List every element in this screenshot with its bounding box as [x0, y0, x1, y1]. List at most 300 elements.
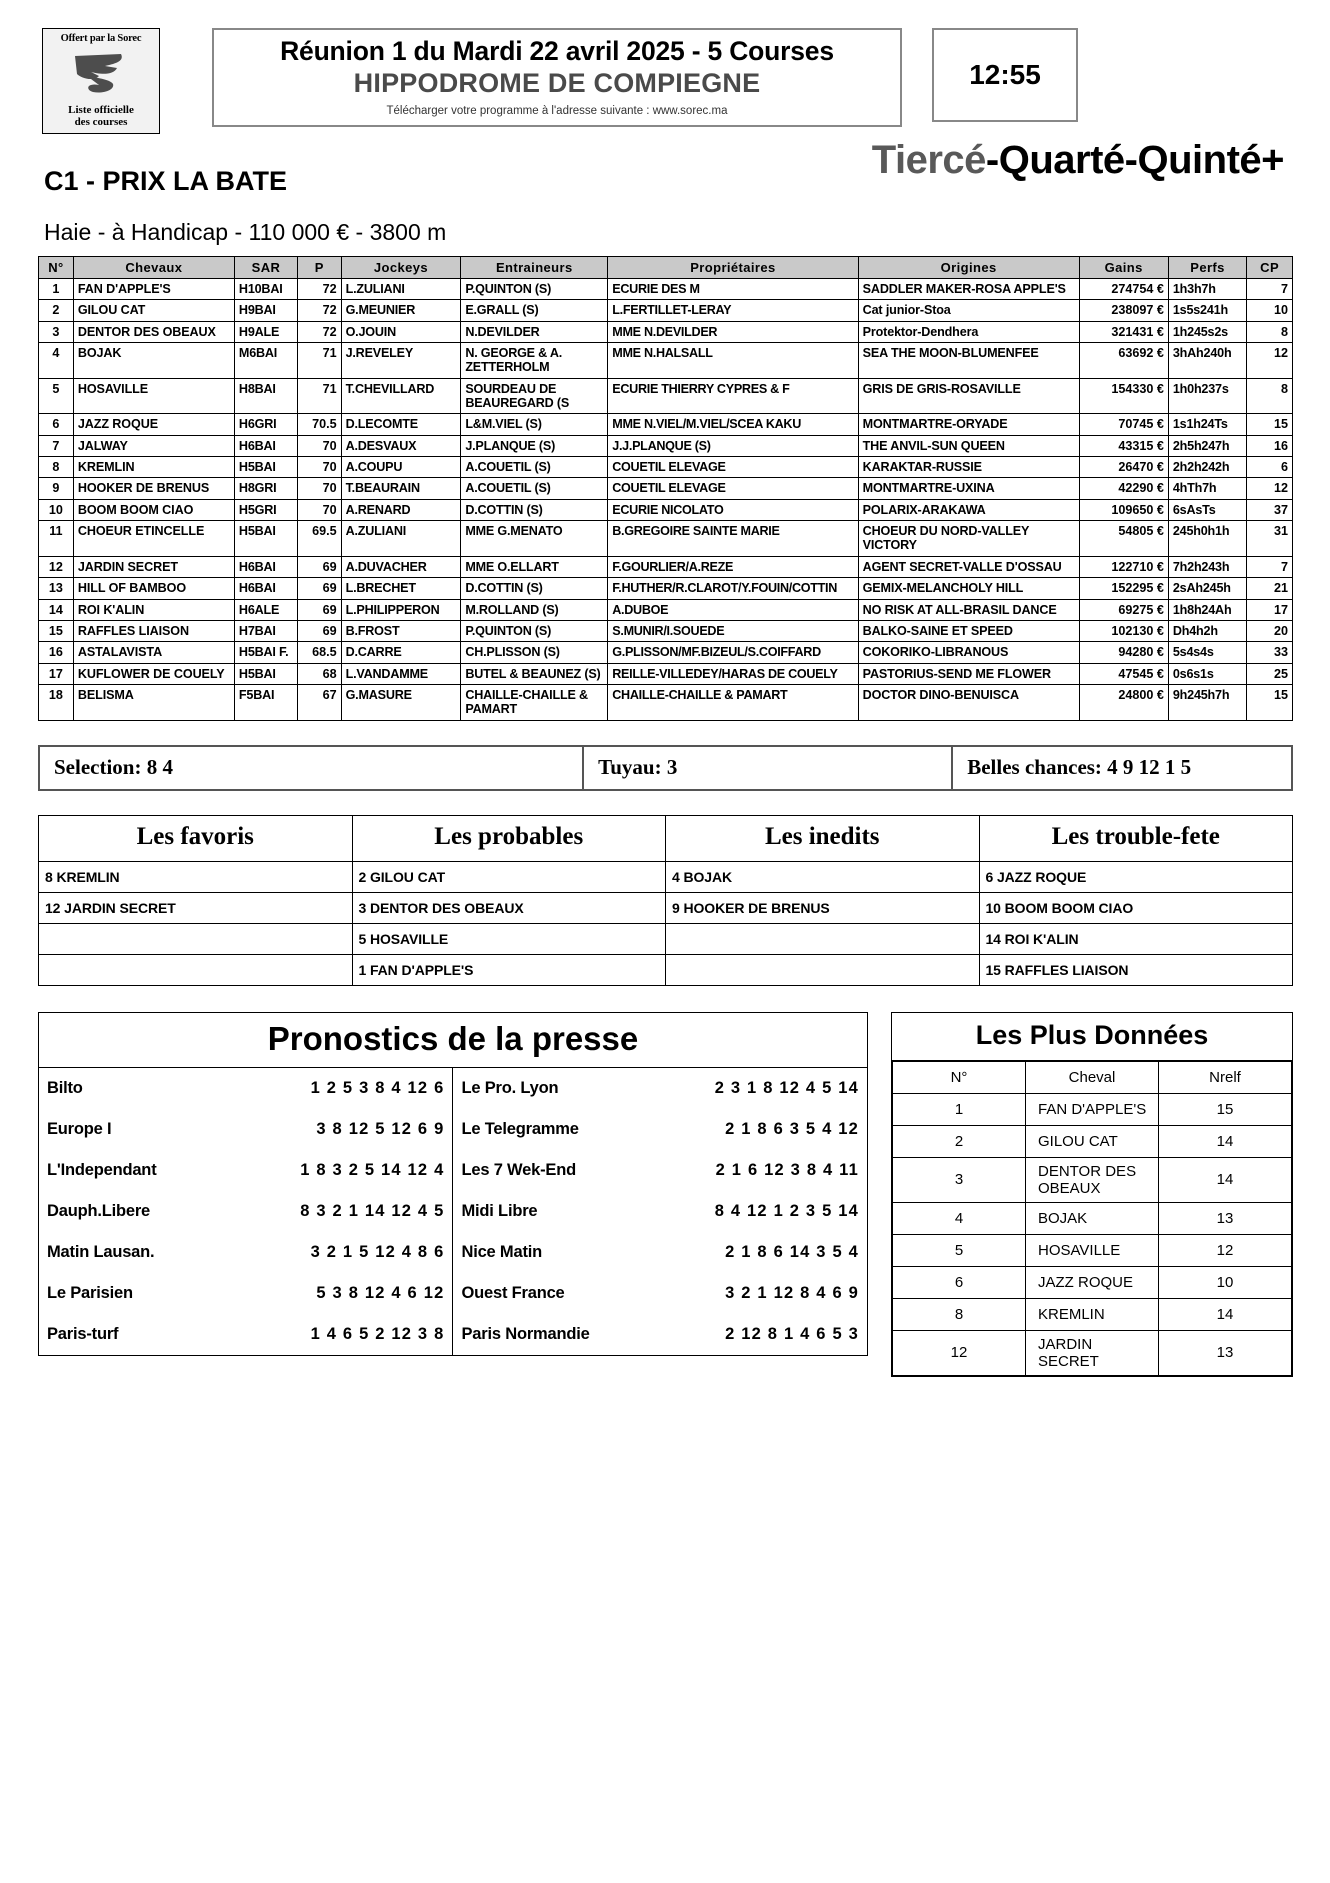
most-played-panel: [891, 1012, 1293, 1377]
runner-trainer: N.DEVILDER: [461, 321, 608, 342]
press-source-picks: 3 8 12 5 12 6 9: [316, 1119, 445, 1138]
runner-trainer: P.QUINTON (S): [461, 620, 608, 641]
press-source-picks: 1 4 6 5 2 12 3 8: [310, 1324, 445, 1343]
runner-trainer: SOURDEAU DE BEAUREGARD (S: [461, 378, 608, 414]
runner-origin: COKORIKO-LIBRANOUS: [858, 642, 1079, 663]
runner-gains: 321431 €: [1079, 321, 1168, 342]
runner-perfs: 1s1h24Ts: [1168, 414, 1246, 435]
runner-owner: S.MUNIR/I.SOUEDE: [608, 620, 858, 641]
runner-gains: 274754 €: [1079, 279, 1168, 300]
runner-owner: MME N.DEVILDER: [608, 321, 858, 342]
category-row: [39, 954, 1293, 985]
mp-nrelf: 13: [1159, 1202, 1292, 1234]
press-row: [39, 1068, 867, 1109]
runner-jockey: A.COUPU: [341, 457, 461, 478]
category-cell-probables: 2 GILOU CAT: [352, 861, 666, 892]
runner-origin: THE ANVIL-SUN QUEEN: [858, 435, 1079, 456]
runner-jockey: D.CARRE: [341, 642, 461, 663]
press-row: [39, 1191, 867, 1232]
runner-trainer: L&M.VIEL (S): [461, 414, 608, 435]
runner-perfs: 4hTh7h: [1168, 478, 1246, 499]
col-sar: SAR: [234, 257, 297, 279]
runner-perfs: Dh4h2h: [1168, 620, 1246, 641]
runner-owner: MME N.VIEL/M.VIEL/SCEA KAKU: [608, 414, 858, 435]
runner-weight: 70: [298, 457, 342, 478]
runner-perfs: 2h2h242h: [1168, 457, 1246, 478]
runner-weight: 70: [298, 478, 342, 499]
runner-cp: 15: [1247, 414, 1293, 435]
press-source-name: Le Telegramme: [453, 1109, 677, 1150]
runner-owner: ECURIE NICOLATO: [608, 499, 858, 520]
table-row: [39, 499, 1293, 520]
press-row: [39, 1273, 867, 1314]
category-cell-probables: 1 FAN D'APPLE'S: [352, 954, 666, 985]
most-played-table: [892, 1061, 1292, 1376]
logo-bottom-text: Liste officielle des courses: [68, 103, 134, 129]
bet-type-quarte-quinte: -Quarté-Quinté+: [985, 138, 1284, 182]
mp-number: 3: [893, 1157, 1026, 1202]
runner-perfs: 1s5s241h: [1168, 300, 1246, 321]
press-source-name: Ouest France: [453, 1273, 677, 1314]
runners-header-row: [39, 257, 1293, 279]
press-source-name: Dauph.Libere: [47, 1201, 151, 1220]
col-proprietaires: Propriétaires: [608, 257, 858, 279]
runner-origin: GRIS DE GRIS-ROSAVILLE: [858, 378, 1079, 414]
runner-horse: BOJAK: [73, 343, 234, 379]
press-predictions-table: [39, 1068, 867, 1355]
logo-top-text: Offert par la Sorec: [60, 33, 142, 44]
runner-sar: H5GRI: [234, 499, 297, 520]
runner-jockey: D.LECOMTE: [341, 414, 461, 435]
tuyau-value: Tuyau: 3: [584, 747, 953, 789]
bet-type-tierce: Tiercé: [871, 138, 986, 182]
mp-col-cheval: Cheval: [1026, 1061, 1159, 1093]
runner-sar: H5BAI: [234, 457, 297, 478]
runner-perfs: 9h245h7h: [1168, 684, 1246, 720]
runner-gains: 54805 €: [1079, 521, 1168, 557]
mp-number: 8: [893, 1298, 1026, 1330]
col-origines: Origines: [858, 257, 1079, 279]
runner-perfs: 7h2h243h: [1168, 556, 1246, 577]
category-cell-trouble-fete: 15 RAFFLES LIAISON: [979, 954, 1293, 985]
category-row: [39, 923, 1293, 954]
runner-sar: H9BAI: [234, 300, 297, 321]
runner-number: 15: [39, 620, 74, 641]
mp-horse: GILOU CAT: [1026, 1125, 1159, 1157]
runner-owner: A.DUBOE: [608, 599, 858, 620]
most-played-row: [893, 1234, 1292, 1266]
runner-trainer: P.QUINTON (S): [461, 279, 608, 300]
mp-nrelf: 12: [1159, 1234, 1292, 1266]
runner-trainer: A.COUETIL (S): [461, 478, 608, 499]
runner-jockey: G.MEUNIER: [341, 300, 461, 321]
runner-trainer: D.COTTIN (S): [461, 499, 608, 520]
runner-cp: 15: [1247, 684, 1293, 720]
start-time: 12:55: [969, 59, 1041, 90]
mp-nrelf: 13: [1159, 1330, 1292, 1375]
runner-perfs: 2h5h247h: [1168, 435, 1246, 456]
mp-horse: FAN D'APPLE'S: [1026, 1093, 1159, 1125]
runner-origin: NO RISK AT ALL-BRASIL DANCE: [858, 599, 1079, 620]
runner-perfs: 1h3h7h: [1168, 279, 1246, 300]
runner-cp: 8: [1247, 321, 1293, 342]
col-jockeys: Jockeys: [341, 257, 461, 279]
selection-value: Selection: 8 4: [40, 747, 584, 789]
runner-horse: JARDIN SECRET: [73, 556, 234, 577]
runner-horse: CHOEUR ETINCELLE: [73, 521, 234, 557]
runner-origin: AGENT SECRET-VALLE D'OSSAU: [858, 556, 1079, 577]
runner-weight: 70: [298, 435, 342, 456]
runner-number: 14: [39, 599, 74, 620]
press-source-name: Europe I: [47, 1119, 112, 1138]
runner-owner: MME N.HALSALL: [608, 343, 858, 379]
runner-horse: HILL OF BAMBOO: [73, 578, 234, 599]
start-time-box: [932, 28, 1078, 122]
runner-sar: H10BAI: [234, 279, 297, 300]
runner-origin: CHOEUR DU NORD-VALLEY VICTORY: [858, 521, 1079, 557]
runner-gains: 24800 €: [1079, 684, 1168, 720]
runner-cp: 16: [1247, 435, 1293, 456]
mp-horse: KREMLIN: [1026, 1298, 1159, 1330]
press-source-picks: 1 2 5 3 8 4 12 6: [310, 1078, 445, 1097]
category-cell-inedits: 9 HOOKER DE BRENUS: [666, 892, 980, 923]
mp-horse: HOSAVILLE: [1026, 1234, 1159, 1266]
runner-weight: 69: [298, 556, 342, 577]
runner-origin: DOCTOR DINO-BENUISCA: [858, 684, 1079, 720]
runner-sar: H5BAI: [234, 663, 297, 684]
runner-cp: 33: [1247, 642, 1293, 663]
runner-sar: H6BAI: [234, 556, 297, 577]
mp-horse: JARDIN SECRET: [1026, 1330, 1159, 1375]
mp-horse: BOJAK: [1026, 1202, 1159, 1234]
table-row: [39, 279, 1293, 300]
table-row: [39, 663, 1293, 684]
runner-cp: 8: [1247, 378, 1293, 414]
most-played-row: [893, 1266, 1292, 1298]
col-perfs: Perfs: [1168, 257, 1246, 279]
runner-cp: 12: [1247, 343, 1293, 379]
table-row: [39, 556, 1293, 577]
runner-weight: 69.5: [298, 521, 342, 557]
runner-cp: 31: [1247, 521, 1293, 557]
runner-number: 12: [39, 556, 74, 577]
runner-gains: 63692 €: [1079, 343, 1168, 379]
runner-perfs: 0s6s1s: [1168, 663, 1246, 684]
selection-bar: [38, 745, 1293, 791]
press-row: [39, 1109, 867, 1150]
runner-perfs: 2sAh245h: [1168, 578, 1246, 599]
runner-sar: H8BAI: [234, 378, 297, 414]
mp-col-num: N°: [893, 1061, 1026, 1093]
press-source-name: Les 7 Wek-End: [453, 1150, 677, 1191]
runner-weight: 70: [298, 499, 342, 520]
runner-sar: H6GRI: [234, 414, 297, 435]
category-cell-inedits: [666, 954, 980, 985]
runner-sar: H5BAI F.: [234, 642, 297, 663]
runner-number: 11: [39, 521, 74, 557]
col-cp: CP: [1247, 257, 1293, 279]
runner-origin: GEMIX-MELANCHOLY HILL: [858, 578, 1079, 599]
mp-nrelf: 14: [1159, 1157, 1292, 1202]
mp-nrelf: 14: [1159, 1125, 1292, 1157]
press-source-picks: 1 8 3 2 5 14 12 4: [300, 1160, 445, 1179]
belles-chances-value: Belles chances: 4 9 12 1 5: [967, 755, 1192, 780]
categories-header-row: [39, 815, 1293, 861]
runner-jockey: A.ZULIANI: [341, 521, 461, 557]
runner-horse: HOSAVILLE: [73, 378, 234, 414]
press-source-picks: 2 1 6 12 3 8 4 11: [715, 1160, 859, 1179]
runner-gains: 94280 €: [1079, 642, 1168, 663]
runner-origin: MONTMARTRE-UXINA: [858, 478, 1079, 499]
most-played-row: [893, 1298, 1292, 1330]
mp-col-nrelf: Nrelf: [1159, 1061, 1292, 1093]
category-cell-favoris: [39, 954, 353, 985]
runner-cp: 7: [1247, 556, 1293, 577]
runner-cp: 10: [1247, 300, 1293, 321]
category-cell-inedits: [666, 923, 980, 954]
runner-sar: H5BAI: [234, 521, 297, 557]
runner-perfs: 1h8h24Ah: [1168, 599, 1246, 620]
runner-gains: 122710 €: [1079, 556, 1168, 577]
runner-jockey: A.DESVAUX: [341, 435, 461, 456]
category-cell-probables: 5 HOSAVILLE: [352, 923, 666, 954]
category-cell-trouble-fete: 14 ROI K'ALIN: [979, 923, 1293, 954]
runner-jockey: A.RENARD: [341, 499, 461, 520]
runner-cp: 12: [1247, 478, 1293, 499]
runner-horse: FAN D'APPLE'S: [73, 279, 234, 300]
col-gains: Gains: [1079, 257, 1168, 279]
runner-cp: 6: [1247, 457, 1293, 478]
mp-number: 12: [893, 1330, 1026, 1375]
meeting-title-box: [212, 28, 902, 127]
runner-perfs: 5s4s4s: [1168, 642, 1246, 663]
col-entraineurs: Entraineurs: [461, 257, 608, 279]
runner-weight: 72: [298, 321, 342, 342]
runner-horse: KREMLIN: [73, 457, 234, 478]
category-cell-trouble-fete: 10 BOOM BOOM CIAO: [979, 892, 1293, 923]
runner-gains: 42290 €: [1079, 478, 1168, 499]
runner-jockey: B.FROST: [341, 620, 461, 641]
runner-number: 2: [39, 300, 74, 321]
runner-perfs: 3hAh240h: [1168, 343, 1246, 379]
most-played-row: [893, 1330, 1292, 1375]
most-played-header-row: [893, 1061, 1292, 1093]
runner-horse: BELISMA: [73, 684, 234, 720]
runner-gains: 26470 €: [1079, 457, 1168, 478]
runners-table: [38, 256, 1293, 721]
runner-number: 8: [39, 457, 74, 478]
runner-owner: G.PLISSON/MF.BIZEUL/S.COIFFARD: [608, 642, 858, 663]
runner-owner: REILLE-VILLEDEY/HARAS DE COUELY: [608, 663, 858, 684]
runner-owner: L.FERTILLET-LERAY: [608, 300, 858, 321]
runner-trainer: D.COTTIN (S): [461, 578, 608, 599]
press-source-name: L'Independant: [47, 1160, 157, 1179]
table-row: [39, 435, 1293, 456]
runner-number: 6: [39, 414, 74, 435]
mp-number: 6: [893, 1266, 1026, 1298]
category-cell-inedits: 4 BOJAK: [666, 861, 980, 892]
press-row: [39, 1314, 867, 1355]
runner-number: 4: [39, 343, 74, 379]
runner-gains: 47545 €: [1079, 663, 1168, 684]
runner-horse: ASTALAVISTA: [73, 642, 234, 663]
runner-trainer: MME O.ELLART: [461, 556, 608, 577]
runner-origin: MONTMARTRE-ORYADE: [858, 414, 1079, 435]
table-row: [39, 599, 1293, 620]
runner-weight: 69: [298, 620, 342, 641]
runner-trainer: CH.PLISSON (S): [461, 642, 608, 663]
runner-weight: 68: [298, 663, 342, 684]
runner-cp: 20: [1247, 620, 1293, 641]
runner-cp: 25: [1247, 663, 1293, 684]
hippodrome-name: HIPPODROME DE COMPIEGNE: [353, 68, 761, 99]
table-row: [39, 300, 1293, 321]
sorec-logo: [42, 28, 160, 134]
runner-horse: JAZZ ROQUE: [73, 414, 234, 435]
runner-sar: F5BAI: [234, 684, 297, 720]
runner-horse: ROI K'ALIN: [73, 599, 234, 620]
col-p: P: [298, 257, 342, 279]
runner-owner: CHAILLE-CHAILLE & PAMART: [608, 684, 858, 720]
runner-gains: 109650 €: [1079, 499, 1168, 520]
mp-number: 5: [893, 1234, 1026, 1266]
runner-owner: B.GREGOIRE SAINTE MARIE: [608, 521, 858, 557]
category-row: [39, 861, 1293, 892]
course-title: C1 - PRIX LA BATE: [44, 166, 288, 196]
press-source-picks: 2 3 1 8 12 4 5 14: [714, 1078, 859, 1097]
runner-origin: KARAKTAR-RUSSIE: [858, 457, 1079, 478]
runner-number: 10: [39, 499, 74, 520]
bottom-section: [38, 1012, 1293, 1377]
cat-header-trouble-fete: Les trouble-fete: [979, 815, 1293, 861]
runner-gains: 238097 €: [1079, 300, 1168, 321]
table-row: [39, 378, 1293, 414]
runner-jockey: O.JOUIN: [341, 321, 461, 342]
runner-cp: 37: [1247, 499, 1293, 520]
cat-header-inedits: Les inedits: [666, 815, 980, 861]
runner-horse: GILOU CAT: [73, 300, 234, 321]
runner-owner: F.GOURLIER/A.REZE: [608, 556, 858, 577]
press-source-picks: 2 1 8 6 14 3 5 4: [725, 1242, 859, 1261]
table-row: [39, 642, 1293, 663]
runner-weight: 67: [298, 684, 342, 720]
mp-nrelf: 15: [1159, 1093, 1292, 1125]
most-played-row: [893, 1125, 1292, 1157]
press-source-picks: 5 3 8 12 4 6 12: [316, 1283, 445, 1302]
runner-number: 3: [39, 321, 74, 342]
press-source-picks: 3 2 1 5 12 4 8 6: [310, 1242, 445, 1261]
mp-horse: JAZZ ROQUE: [1026, 1266, 1159, 1298]
runner-horse: HOOKER DE BRENUS: [73, 478, 234, 499]
runner-number: 16: [39, 642, 74, 663]
runner-origin: SADDLER MAKER-ROSA APPLE'S: [858, 279, 1079, 300]
runner-weight: 72: [298, 300, 342, 321]
press-source-name: Paris Normandie: [453, 1314, 677, 1355]
runner-gains: 152295 €: [1079, 578, 1168, 599]
press-row: [39, 1150, 867, 1191]
runner-trainer: CHAILLE-CHAILLE & PAMART: [461, 684, 608, 720]
runner-number: 17: [39, 663, 74, 684]
runner-trainer: MME G.MENATO: [461, 521, 608, 557]
mp-number: 1: [893, 1093, 1026, 1125]
runner-weight: 69: [298, 578, 342, 599]
press-source-name: Matin Lausan.: [47, 1242, 155, 1261]
runner-cp: 17: [1247, 599, 1293, 620]
category-row: [39, 892, 1293, 923]
runner-horse: KUFLOWER DE COUELY: [73, 663, 234, 684]
runner-weight: 71: [298, 378, 342, 414]
runner-sar: H8GRI: [234, 478, 297, 499]
runner-horse: BOOM BOOM CIAO: [73, 499, 234, 520]
course-conditions: Haie - à Handicap - 110 000 € - 3800 m: [44, 219, 447, 245]
meeting-title: Réunion 1 du Mardi 22 avril 2025 - 5 Courses: [280, 36, 834, 66]
runner-jockey: L.BRECHET: [341, 578, 461, 599]
category-cell-favoris: [39, 923, 353, 954]
runner-perfs: 1h0h237s: [1168, 378, 1246, 414]
press-predictions-panel: [38, 1012, 868, 1356]
table-row: [39, 414, 1293, 435]
table-row: [39, 521, 1293, 557]
runner-origin: Cat junior-Stoa: [858, 300, 1079, 321]
mp-nrelf: 10: [1159, 1266, 1292, 1298]
table-row: [39, 343, 1293, 379]
table-row: [39, 620, 1293, 641]
category-cell-favoris: 8 KREMLIN: [39, 861, 353, 892]
runner-perfs: 6sAsTs: [1168, 499, 1246, 520]
press-source-picks: 2 12 8 1 4 6 5 3: [725, 1324, 859, 1343]
press-source-picks: 2 1 8 6 3 5 4 12: [725, 1119, 859, 1138]
runner-sar: M6BAI: [234, 343, 297, 379]
table-row: [39, 457, 1293, 478]
runner-trainer: BUTEL & BEAUNEZ (S): [461, 663, 608, 684]
col-chevaux: Chevaux: [73, 257, 234, 279]
runner-origin: SEA THE MOON-BLUMENFEE: [858, 343, 1079, 379]
runner-origin: PASTORIUS-SEND ME FLOWER: [858, 663, 1079, 684]
runner-number: 1: [39, 279, 74, 300]
press-source-picks: 8 3 2 1 14 12 4 5: [300, 1201, 445, 1220]
press-source-name: Midi Libre: [453, 1191, 677, 1232]
runner-origin: Protektor-Dendhera: [858, 321, 1079, 342]
runner-weight: 71: [298, 343, 342, 379]
cat-header-favoris: Les favoris: [39, 815, 353, 861]
press-source-name: Le Pro. Lyon: [453, 1068, 677, 1109]
runner-horse: RAFFLES LIAISON: [73, 620, 234, 641]
most-played-title: Les Plus Données: [892, 1013, 1292, 1061]
runner-trainer: M.ROLLAND (S): [461, 599, 608, 620]
runner-owner: J.J.PLANQUE (S): [608, 435, 858, 456]
runner-weight: 70.5: [298, 414, 342, 435]
runner-origin: POLARIX-ARAKAWA: [858, 499, 1079, 520]
runner-weight: 72: [298, 279, 342, 300]
most-played-row: [893, 1157, 1292, 1202]
category-cell-favoris: 12 JARDIN SECRET: [39, 892, 353, 923]
runner-jockey: J.REVELEY: [341, 343, 461, 379]
table-row: [39, 321, 1293, 342]
runner-horse: DENTOR DES OBEAUX: [73, 321, 234, 342]
press-source-name: Le Parisien: [47, 1283, 133, 1302]
category-cell-probables: 3 DENTOR DES OBEAUX: [352, 892, 666, 923]
categories-table: [38, 815, 1293, 986]
runner-number: 18: [39, 684, 74, 720]
table-row: [39, 578, 1293, 599]
runner-number: 13: [39, 578, 74, 599]
col-num: N°: [39, 257, 74, 279]
runner-trainer: A.COUETIL (S): [461, 457, 608, 478]
runner-sar: H7BAI: [234, 620, 297, 641]
runner-gains: 43315 €: [1079, 435, 1168, 456]
runner-weight: 68.5: [298, 642, 342, 663]
runner-gains: 70745 €: [1079, 414, 1168, 435]
